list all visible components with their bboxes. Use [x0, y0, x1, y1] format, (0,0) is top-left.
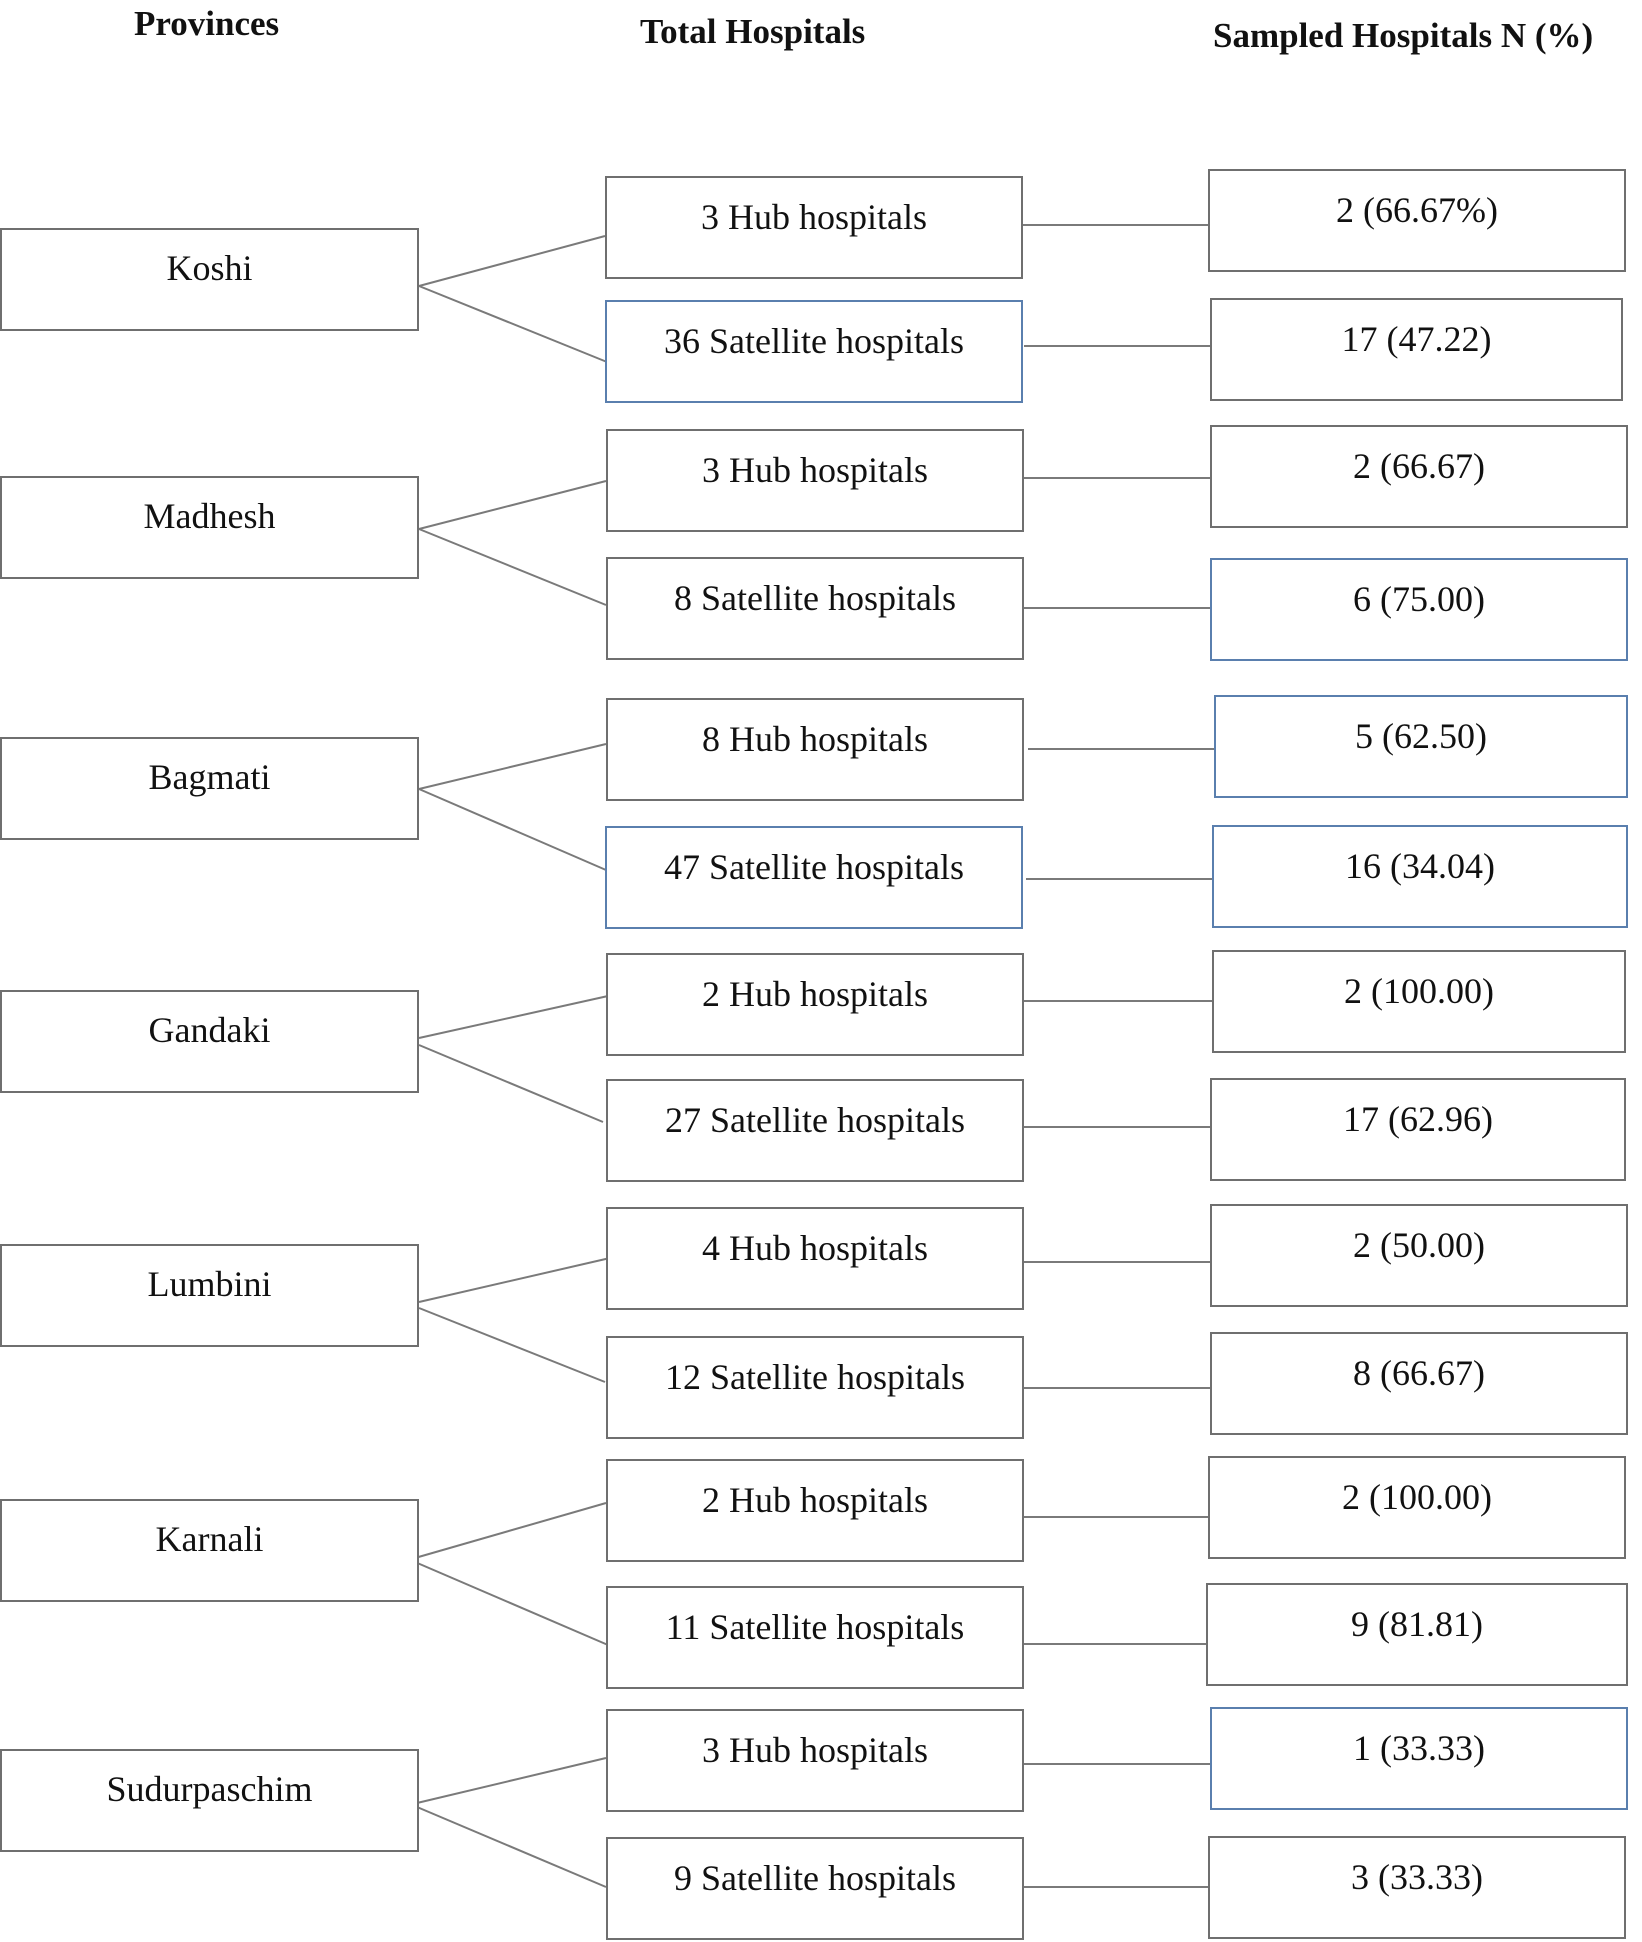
connector-line	[417, 1758, 606, 1803]
total-hub-lumbini: 4 Hub hospitals	[606, 1207, 1024, 1310]
sampled-hub-madhesh: 2 (66.67)	[1210, 425, 1628, 528]
sampled-hub-sudurpaschim: 1 (33.33)	[1210, 1707, 1628, 1810]
province-box-lumbini: Lumbini	[0, 1244, 419, 1347]
total-satellite-lumbini: 12 Satellite hospitals	[606, 1336, 1024, 1439]
total-satellite-bagmati: 47 Satellite hospitals	[605, 826, 1023, 929]
total-satellite-sudurpaschim: 9 Satellite hospitals	[606, 1837, 1024, 1940]
sampled-satellite-sudurpaschim: 3 (33.33)	[1208, 1836, 1626, 1939]
sampled-hub-gandaki: 2 (100.00)	[1212, 950, 1626, 1053]
sampled-hub-koshi: 2 (66.67%)	[1208, 169, 1626, 272]
sampled-hub-bagmati: 5 (62.50)	[1214, 695, 1628, 798]
connector-line	[419, 1045, 603, 1122]
total-satellite-madhesh: 8 Satellite hospitals	[606, 557, 1024, 660]
provinces-header: Provinces	[134, 4, 280, 43]
sampled-satellite-lumbini: 8 (66.67)	[1210, 1332, 1628, 1435]
connector-line	[419, 1308, 605, 1382]
connector-line	[415, 1503, 606, 1558]
total-satellite-koshi: 36 Satellite hospitals	[605, 300, 1023, 403]
province-box-karnali: Karnali	[0, 1499, 419, 1602]
province-box-madhesh: Madhesh	[0, 476, 419, 579]
sampled-satellite-gandaki: 17 (62.96)	[1210, 1078, 1626, 1181]
total-hub-bagmati: 8 Hub hospitals	[606, 698, 1024, 801]
total-satellite-karnali: 11 Satellite hospitals	[606, 1586, 1024, 1689]
total-hub-gandaki: 2 Hub hospitals	[606, 953, 1024, 1056]
sampled-satellite-madhesh: 6 (75.00)	[1210, 558, 1628, 661]
total-satellite-gandaki: 27 Satellite hospitals	[606, 1079, 1024, 1182]
total-hub-sudurpaschim: 3 Hub hospitals	[606, 1709, 1024, 1812]
connector-line	[419, 744, 606, 789]
province-box-bagmati: Bagmati	[0, 737, 419, 840]
sampled-hub-lumbini: 2 (50.00)	[1210, 1204, 1628, 1307]
sampled-hub-karnali: 2 (100.00)	[1208, 1456, 1626, 1559]
sampled-hospitals-header: Sampled Hospitals N (%)	[1213, 16, 1594, 55]
connector-line	[419, 996, 608, 1038]
province-box-gandaki: Gandaki	[0, 990, 419, 1093]
connector-line	[419, 286, 607, 362]
sampled-satellite-koshi: 17 (47.22)	[1210, 298, 1623, 401]
total-hub-karnali: 2 Hub hospitals	[606, 1459, 1024, 1562]
connector-line	[419, 481, 606, 529]
sampled-satellite-karnali: 9 (81.81)	[1206, 1583, 1628, 1686]
total-hub-madhesh: 3 Hub hospitals	[606, 429, 1024, 532]
total-hospitals-header: Total Hospitals	[640, 12, 866, 51]
connector-line	[415, 1562, 608, 1645]
province-box-sudurpaschim: Sudurpaschim	[0, 1749, 419, 1852]
connector-line	[419, 1258, 610, 1302]
connector-line	[419, 529, 606, 605]
sampled-satellite-bagmati: 16 (34.04)	[1212, 825, 1628, 928]
connector-line	[417, 1807, 606, 1887]
province-box-koshi: Koshi	[0, 228, 419, 331]
total-hub-koshi: 3 Hub hospitals	[605, 176, 1023, 279]
connector-line	[419, 789, 606, 870]
connector-line	[419, 236, 605, 286]
